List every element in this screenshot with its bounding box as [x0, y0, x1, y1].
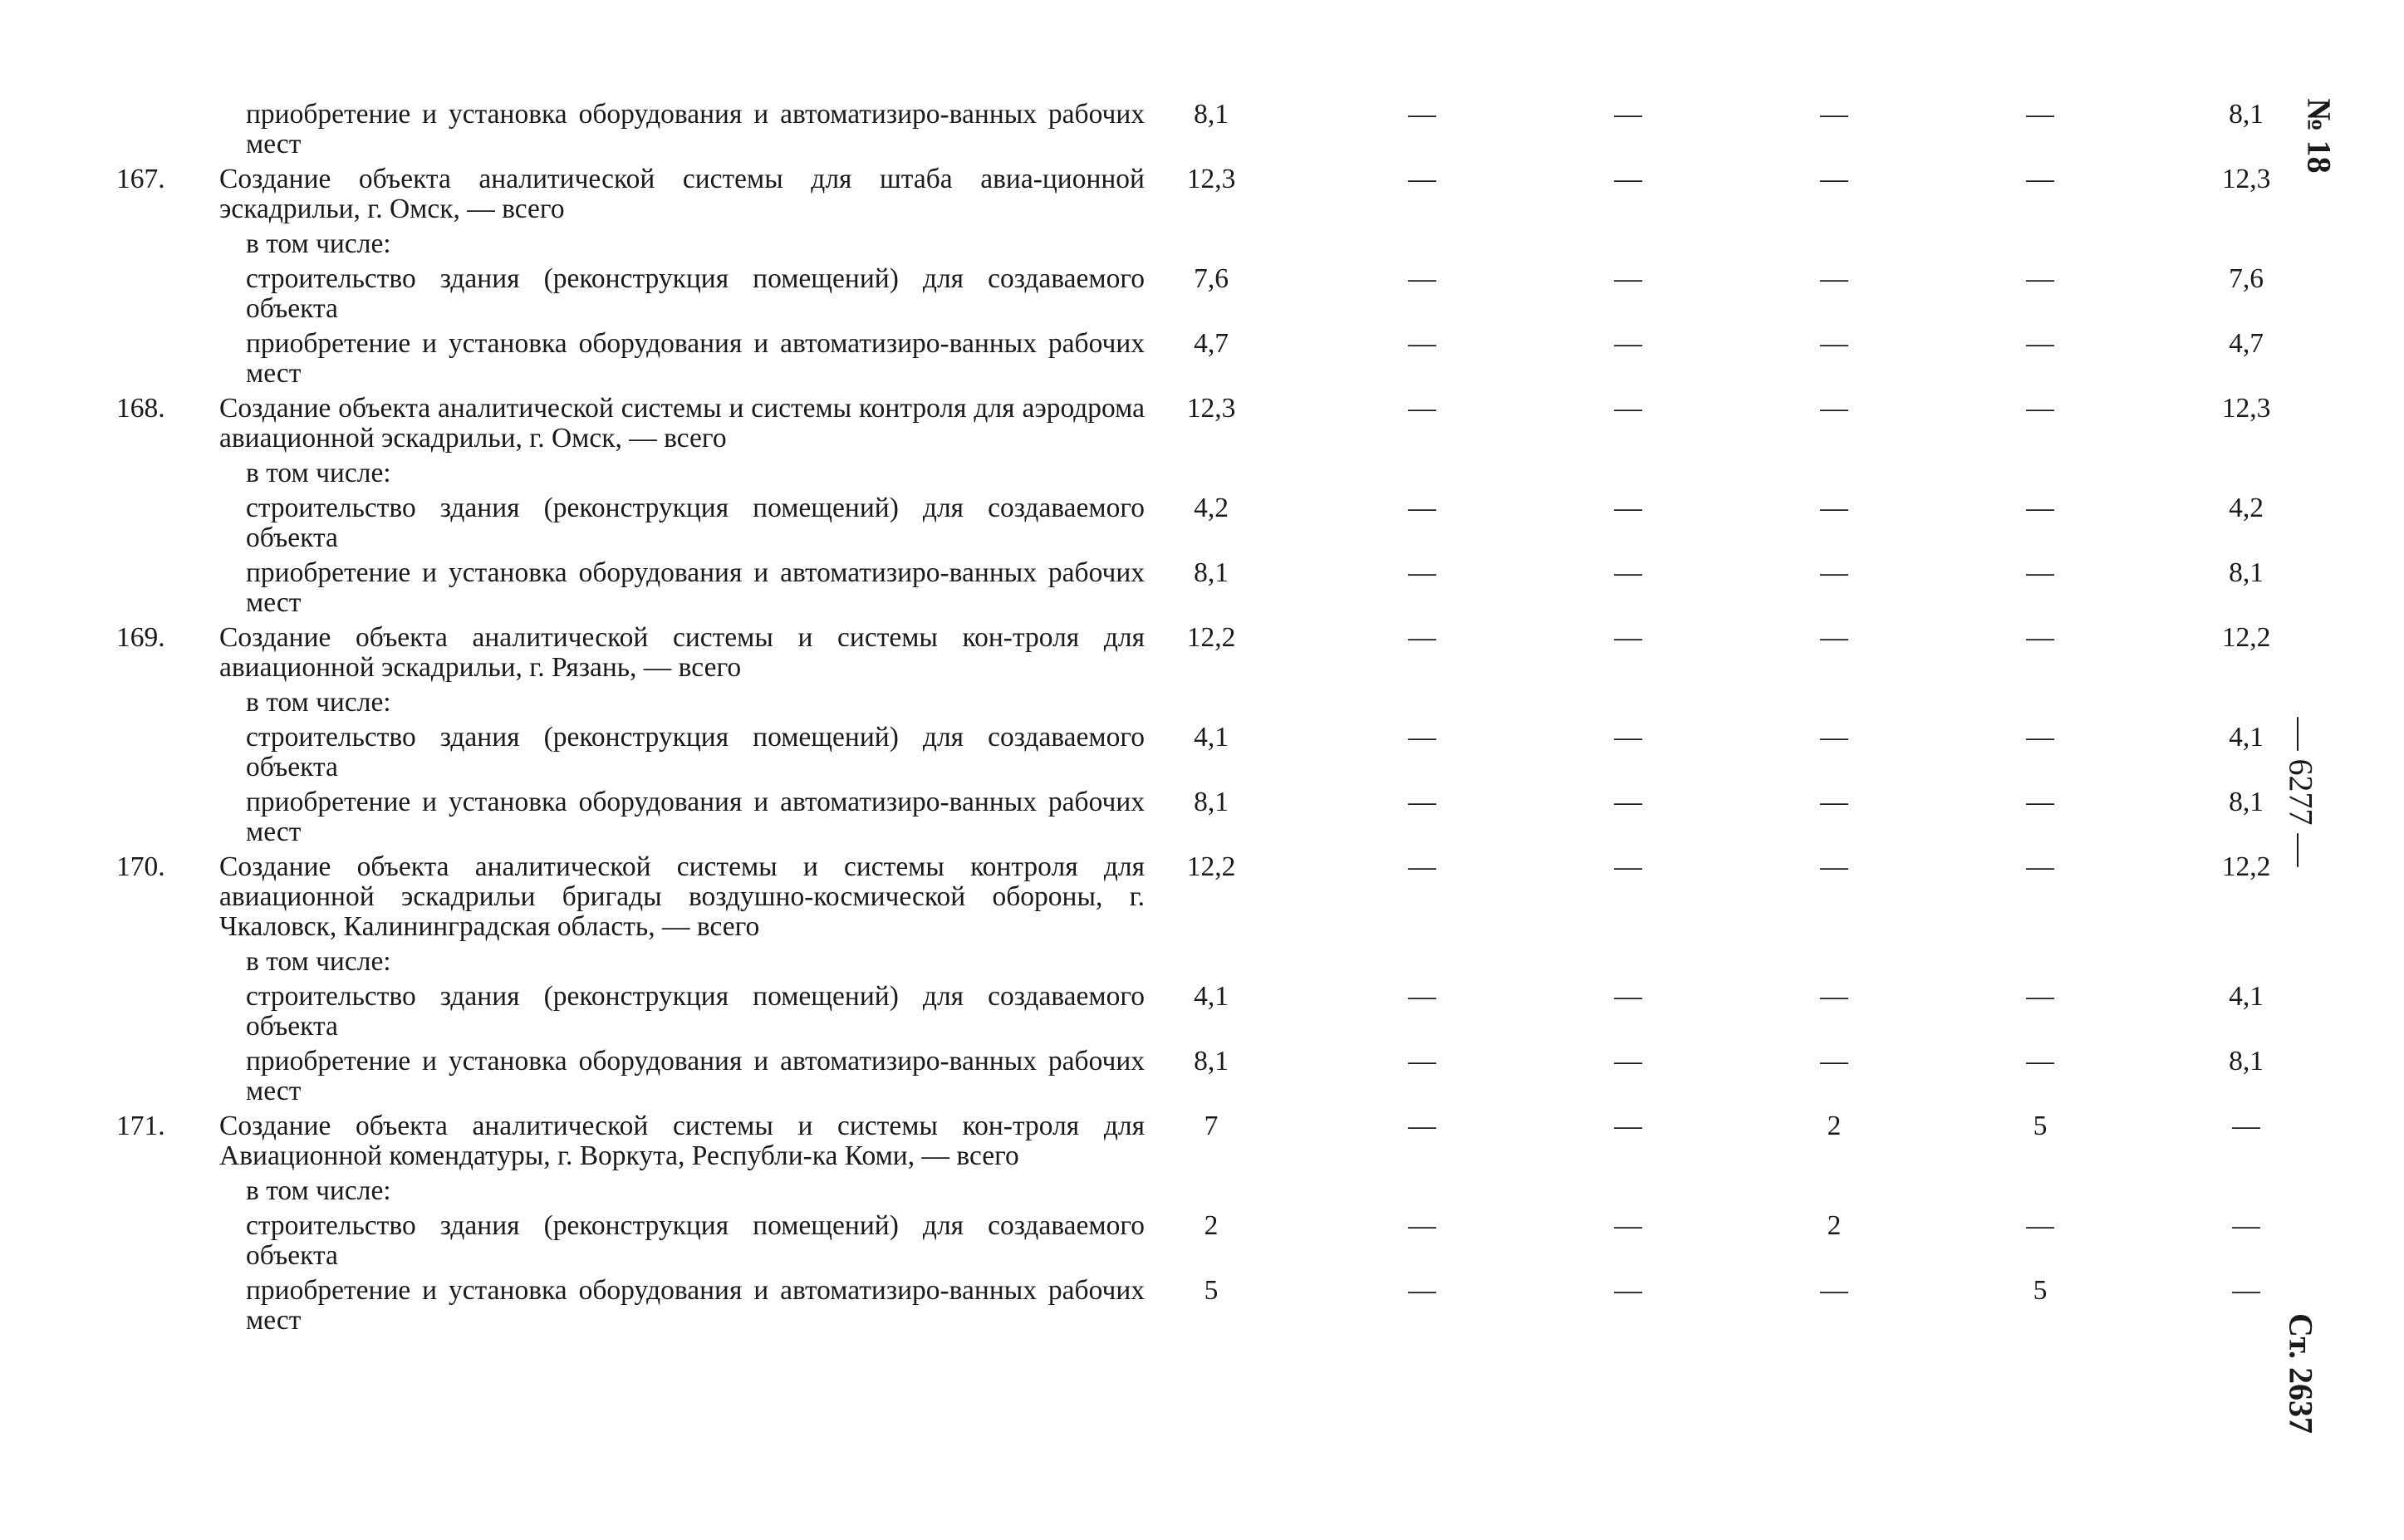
row-sub-description: приобретение и установка оборудования и автоматизиро-ванных рабочих мест [246, 99, 1145, 159]
value-cell-col-1: 7,6 [1194, 263, 1229, 294]
value-cell-col-2: — [1408, 1275, 1436, 1306]
value-cell-col-2: — [1408, 328, 1436, 359]
row-number: 171. [116, 1111, 165, 1141]
value-cell-col-5: — [2026, 1046, 2054, 1077]
row-number: 167. [116, 164, 165, 194]
value-cell-col-3: — [1614, 1275, 1642, 1306]
value-cell-col-1: 4,1 [1194, 722, 1229, 753]
value-cell-col-4: — [1820, 493, 1848, 523]
row-description: Создание объекта аналитической системы для штаба авиа-ционной эскадрильи, г. Омск, — всего [219, 164, 1145, 224]
value-cell-col-1: 8,1 [1194, 787, 1229, 817]
row-sub-description: приобретение и установка оборудования и автоматизиро-ванных рабочих мест [246, 328, 1145, 389]
value-cell-col-3: — [1614, 787, 1642, 817]
value-cell-col-1: 4,7 [1194, 328, 1229, 359]
value-cell-col-4: 2 [1827, 1210, 1842, 1241]
value-cell-col-2: — [1408, 851, 1436, 882]
value-cell-col-6: 8,1 [2229, 787, 2264, 817]
value-cell-col-5: — [2026, 557, 2054, 588]
value-cell-col-6: 12,2 [2221, 622, 2271, 653]
row-sub-description: приобретение и установка оборудования и автоматизиро-ванных рабочих мест [246, 787, 1145, 847]
row-sub-description: в том числе: [246, 228, 391, 259]
value-cell-col-2: — [1408, 622, 1436, 653]
value-cell-col-2: — [1408, 493, 1436, 523]
value-cell-col-6: 8,1 [2229, 99, 2264, 130]
value-cell-col-4: — [1820, 557, 1848, 588]
row-sub-description: в том числе: [246, 946, 391, 977]
value-cell-col-1: 12,2 [1186, 622, 1236, 653]
value-cell-col-6: — [2232, 1275, 2260, 1306]
table-row [116, 1274, 2260, 1339]
value-cell-col-6: 4,2 [2229, 493, 2264, 523]
value-cell-col-1: 12,3 [1186, 393, 1236, 424]
row-sub-description: приобретение и установка оборудования и автоматизиро-ванных рабочих мест [246, 1275, 1145, 1336]
value-cell-col-3: — [1614, 164, 1642, 194]
value-cell-col-4: — [1820, 981, 1848, 1012]
value-cell-col-5: 5 [2033, 1111, 2048, 1141]
value-cell-col-2: — [1408, 164, 1436, 194]
row-sub-description: строительство здания (реконструкция помещений) для создаваемого объекта [246, 1210, 1145, 1271]
value-cell-col-3: — [1614, 1111, 1642, 1141]
table-row [116, 228, 2243, 262]
value-cell-col-5: — [2026, 393, 2054, 424]
value-cell-col-6: 8,1 [2229, 557, 2264, 588]
row-sub-description: в том числе: [246, 687, 391, 718]
row-description: Создание объекта аналитической системы и системы кон-троля для авиационной эскадрильи, г. Рязань, — всего [219, 622, 1145, 683]
issue-number: № 18 [2300, 98, 2338, 174]
value-cell-col-1: 8,1 [1194, 99, 1229, 130]
value-cell-col-4: — [1820, 1275, 1848, 1306]
row-description: Создание объекта аналитической системы и системы кон-троля для Авиационной комендатуры, г. Воркута, Республи-ка Коми, — всего [219, 1111, 1145, 1171]
value-cell-col-6: 12,3 [2221, 164, 2271, 194]
value-cell-col-3: — [1614, 1046, 1642, 1077]
value-cell-col-6: — [2232, 1210, 2260, 1241]
budget-table [116, 98, 2271, 1339]
row-sub-description: приобретение и установка оборудования и автоматизиро-ванных рабочих мест [246, 1046, 1145, 1106]
value-cell-col-5: — [2026, 99, 2054, 130]
value-cell-col-4: — [1820, 393, 1848, 424]
table-row [116, 1110, 2260, 1175]
row-sub-description: приобретение и установка оборудования и автоматизиро-ванных рабочих мест [246, 557, 1145, 618]
table-row [116, 262, 2264, 327]
table-row [116, 163, 2271, 228]
table-row [116, 786, 2264, 851]
value-cell-col-6: — [2232, 1111, 2260, 1141]
value-cell-col-4: — [1820, 99, 1848, 130]
table-row [116, 686, 2243, 721]
table-row [116, 1175, 2243, 1209]
value-cell-col-6: 12,2 [2221, 851, 2271, 882]
table-row [116, 1209, 2260, 1274]
value-cell-col-2: — [1408, 981, 1436, 1012]
value-cell-col-4: — [1820, 164, 1848, 194]
value-cell-col-5: — [2026, 1210, 2054, 1241]
value-cell-col-4: — [1820, 328, 1848, 359]
row-description: Создание объекта аналитической системы и системы контроля для авиационной эскадрильи бригады воздушно-космической обороны, г. Чкаловск, Калининградская область, — всего [219, 851, 1145, 942]
row-number: 170. [116, 851, 165, 882]
value-cell-col-3: — [1614, 622, 1642, 653]
value-cell-col-5: — [2026, 851, 2054, 882]
value-cell-col-2: — [1408, 1046, 1436, 1077]
value-cell-col-1: 8,1 [1194, 1046, 1229, 1077]
table-row [116, 980, 2264, 1045]
value-cell-col-5: — [2026, 722, 2054, 753]
value-cell-col-4: — [1820, 787, 1848, 817]
value-cell-col-1: 12,2 [1186, 851, 1236, 882]
value-cell-col-6: 8,1 [2229, 1046, 2264, 1077]
value-cell-col-4: — [1820, 263, 1848, 294]
value-cell-col-2: — [1408, 787, 1436, 817]
table-row [116, 392, 2271, 457]
value-cell-col-4: — [1820, 851, 1848, 882]
value-cell-col-3: — [1614, 851, 1642, 882]
value-cell-col-6: 7,6 [2229, 263, 2264, 294]
center-page-number: — 6277 — [2282, 717, 2320, 867]
value-cell-col-1: 12,3 [1186, 164, 1236, 194]
value-cell-col-3: — [1614, 328, 1642, 359]
value-cell-col-5: — [2026, 328, 2054, 359]
row-sub-description: в том числе: [246, 458, 391, 488]
table-row [116, 457, 2243, 492]
value-cell-col-3: — [1614, 722, 1642, 753]
value-cell-col-6: 12,3 [2221, 393, 2271, 424]
value-cell-col-3: — [1614, 981, 1642, 1012]
value-cell-col-2: — [1408, 557, 1436, 588]
table-row [116, 721, 2264, 786]
table-row [116, 492, 2264, 557]
row-sub-description: строительство здания (реконструкция помещений) для создаваемого объекта [246, 722, 1145, 782]
row-number: 168. [116, 393, 165, 424]
value-cell-col-3: — [1614, 99, 1642, 130]
value-cell-col-5: — [2026, 263, 2054, 294]
value-cell-col-2: — [1408, 393, 1436, 424]
value-cell-col-2: — [1408, 99, 1436, 130]
table-row [116, 98, 2264, 163]
value-cell-col-3: — [1614, 393, 1642, 424]
value-cell-col-6: 4,7 [2229, 328, 2264, 359]
table-row [116, 851, 2271, 945]
row-number: 169. [116, 622, 165, 653]
value-cell-col-4: — [1820, 722, 1848, 753]
value-cell-col-1: 5 [1204, 1275, 1219, 1306]
table-row [116, 557, 2264, 621]
row-sub-description: в том числе: [246, 1175, 391, 1206]
value-cell-col-1: 4,1 [1194, 981, 1229, 1012]
value-cell-col-5: — [2026, 981, 2054, 1012]
value-cell-col-5: — [2026, 164, 2054, 194]
value-cell-col-3: — [1614, 557, 1642, 588]
row-description: Создание объекта аналитической системы и системы контроля для аэродрома авиационной эскадрильи, г. Омск, — всего [219, 393, 1145, 454]
table-row [116, 327, 2264, 392]
value-cell-col-4: — [1820, 1046, 1848, 1077]
value-cell-col-1: 7 [1204, 1111, 1219, 1141]
value-cell-col-2: — [1408, 1210, 1436, 1241]
value-cell-col-4: — [1820, 622, 1848, 653]
value-cell-col-5: — [2026, 622, 2054, 653]
value-cell-col-3: — [1614, 1210, 1642, 1241]
value-cell-col-3: — [1614, 263, 1642, 294]
value-cell-col-6: 4,1 [2229, 722, 2264, 753]
value-cell-col-3: — [1614, 493, 1642, 523]
value-cell-col-1: 2 [1204, 1210, 1219, 1241]
value-cell-col-6: 4,1 [2229, 981, 2264, 1012]
value-cell-col-1: 8,1 [1194, 557, 1229, 588]
value-cell-col-2: — [1408, 263, 1436, 294]
value-cell-col-2: — [1408, 1111, 1436, 1141]
table-row [116, 1045, 2264, 1110]
value-cell-col-2: — [1408, 722, 1436, 753]
value-cell-col-5: — [2026, 787, 2054, 817]
table-row [116, 621, 2271, 686]
value-cell-col-1: 4,2 [1194, 493, 1229, 523]
row-sub-description: строительство здания (реконструкция помещений) для создаваемого объекта [246, 981, 1145, 1042]
table-row [116, 945, 2243, 980]
value-cell-col-5: — [2026, 493, 2054, 523]
value-cell-col-5: 5 [2033, 1275, 2048, 1306]
article-page-number: Ст. 2637 [2282, 1313, 2320, 1434]
value-cell-col-4: 2 [1827, 1111, 1842, 1141]
row-sub-description: строительство здания (реконструкция помещений) для создаваемого объекта [246, 263, 1145, 324]
row-sub-description: строительство здания (реконструкция помещений) для создаваемого объекта [246, 493, 1145, 553]
